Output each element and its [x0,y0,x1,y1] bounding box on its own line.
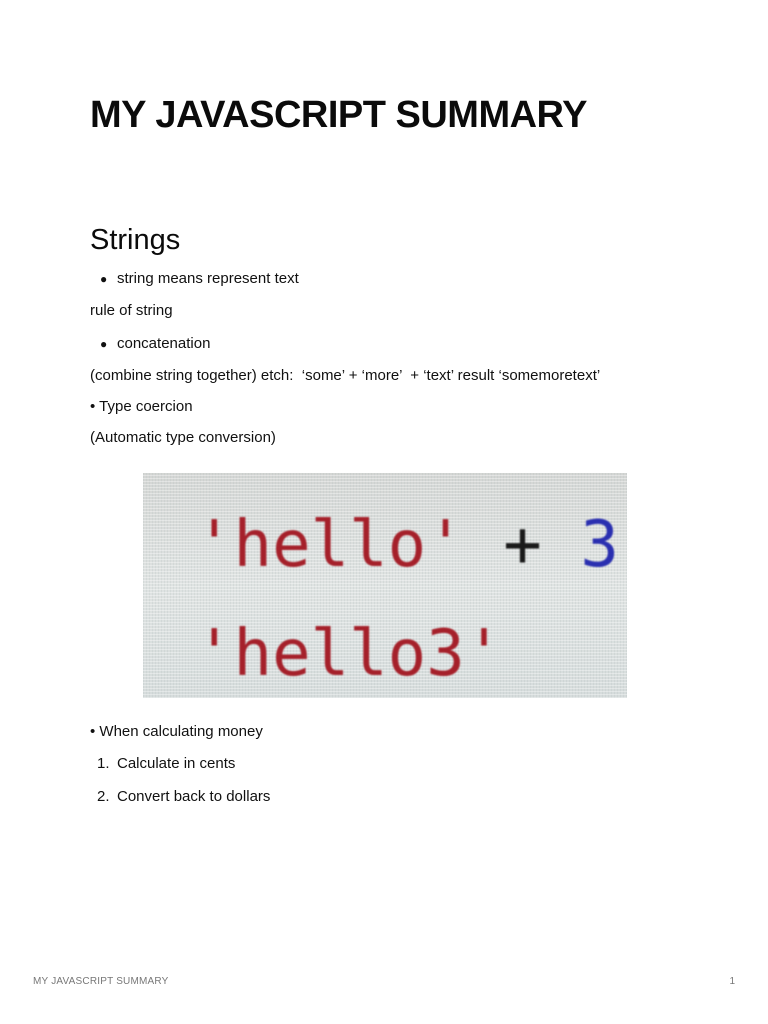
footer-page-number: 1 [729,976,735,987]
paragraph: rule of string [90,302,173,319]
code-line [195,619,503,689]
list-number: 2. [97,788,110,805]
list-text: Calculate in cents [117,755,236,772]
list-text: Convert back to dollars [117,788,271,805]
paragraph: • Type coercion [90,398,193,415]
bullet-dot-icon: ● [100,337,108,351]
bullet-item [100,269,299,289]
bullet-item [100,334,210,354]
numbered-list-item [97,754,235,774]
paragraph: (Automatic type conversion) [90,429,276,446]
bullet-text: string means represent text [117,270,299,287]
paragraph: • When calculating money [90,723,263,740]
numbered-list-item [97,787,270,807]
code-operator: + [464,508,581,582]
code-screenshot-image [143,473,627,698]
code-number: 3 [580,508,619,582]
paragraph: (combine string together) etch: ‘some’ + ‘more’ + ‘text’ result ‘somemoretext’ [90,367,601,384]
section-heading-strings: Strings [90,224,181,256]
code-line [195,510,619,580]
bullet-dot-icon: ● [100,272,108,286]
bullet-text: concatenation [117,335,211,352]
footer-title: MY JAVASCRIPT SUMMARY [33,976,169,987]
code-string: 'hello' [195,508,465,582]
list-number: 1. [97,755,110,772]
page-title: MY JAVASCRIPT SUMMARY [90,94,587,136]
code-string: 'hello3' [195,617,504,691]
